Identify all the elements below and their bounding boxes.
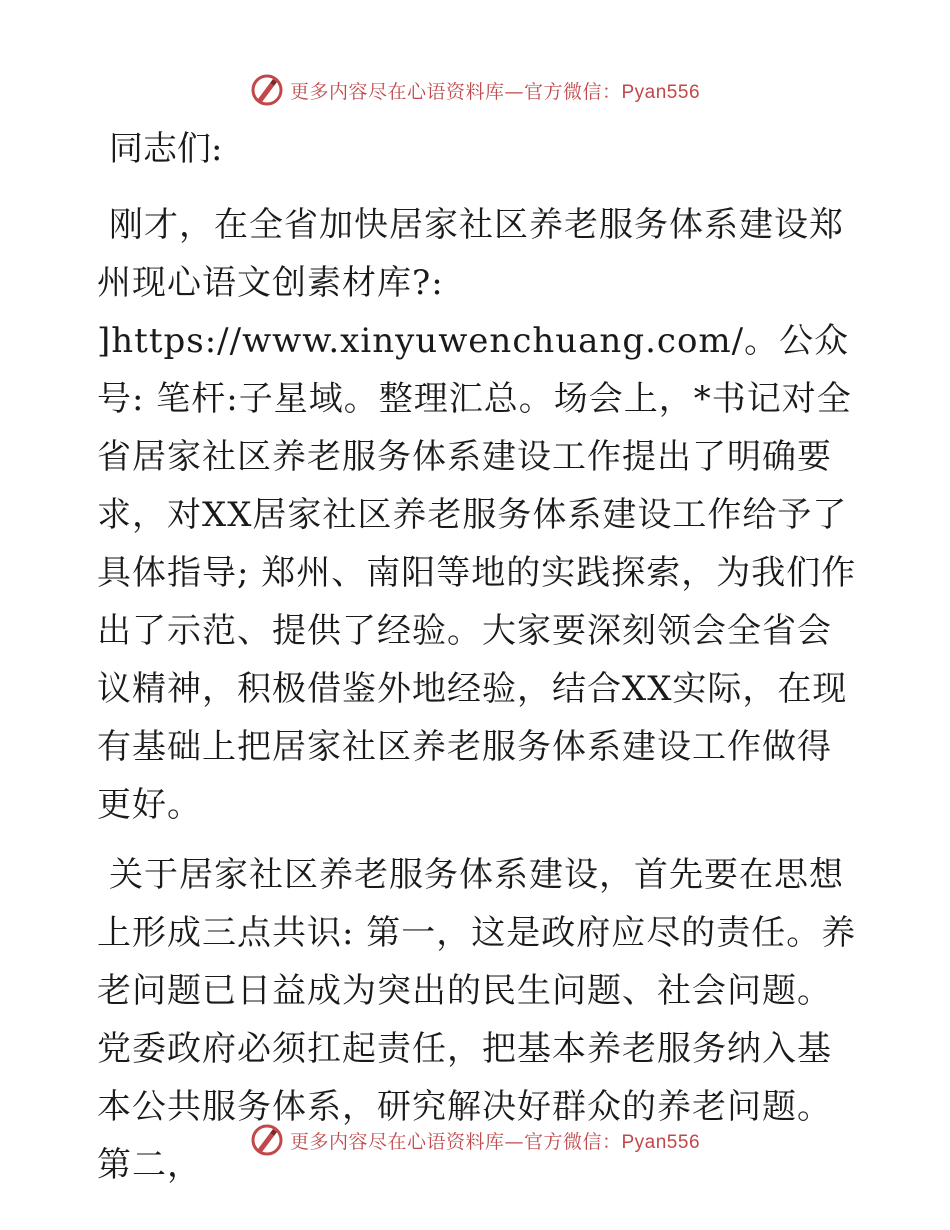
greeting: 同志们: xyxy=(109,129,223,169)
document-body xyxy=(97,120,857,1194)
footer-watermark xyxy=(0,1120,950,1160)
watermark-text: 更多内容尽在心语资料库—官方微信：Pyan556 xyxy=(289,1130,701,1153)
header-watermark xyxy=(0,70,950,110)
watermark-text: 更多内容尽在心语资料库—官方微信：Pyan556 xyxy=(289,80,701,103)
paragraph-2: 关于居家社区养老服务体系建设，首先要在思想上形成三点共识: 第一，这是政府应尽的责任。养老问题已日益成为突出的民生问题、社会问题。党委政府必须扛起责任，把基本养老服务纳入基本公共服务体系，研究解决好群众的养老问题。第二， xyxy=(97,855,857,1185)
paragraph-1: 刚才，在全省加快居家社区养老服务体系建设郑州现心语文创素材库?: ]https://www.xinyuwenchuang.com/。公众号: 笔杆:子星域。整理汇总。场会上，*书记对全省居家社区养老服务体系建设工作提出了明确要求，对XX居家社区养老服务体系建设工作给予了具体指导; 郑州、南阳等地的实践探索，为我们作出了示范、提供了经验。大家要深刻领会全省会议精神，积极借鉴外地经验，结合XX实际，在现有基础上把居家社区养老服务体系建设工作做得更好。 xyxy=(97,205,857,825)
pen-circle-logo-icon xyxy=(250,73,284,107)
pen-circle-logo-icon xyxy=(250,1123,284,1157)
